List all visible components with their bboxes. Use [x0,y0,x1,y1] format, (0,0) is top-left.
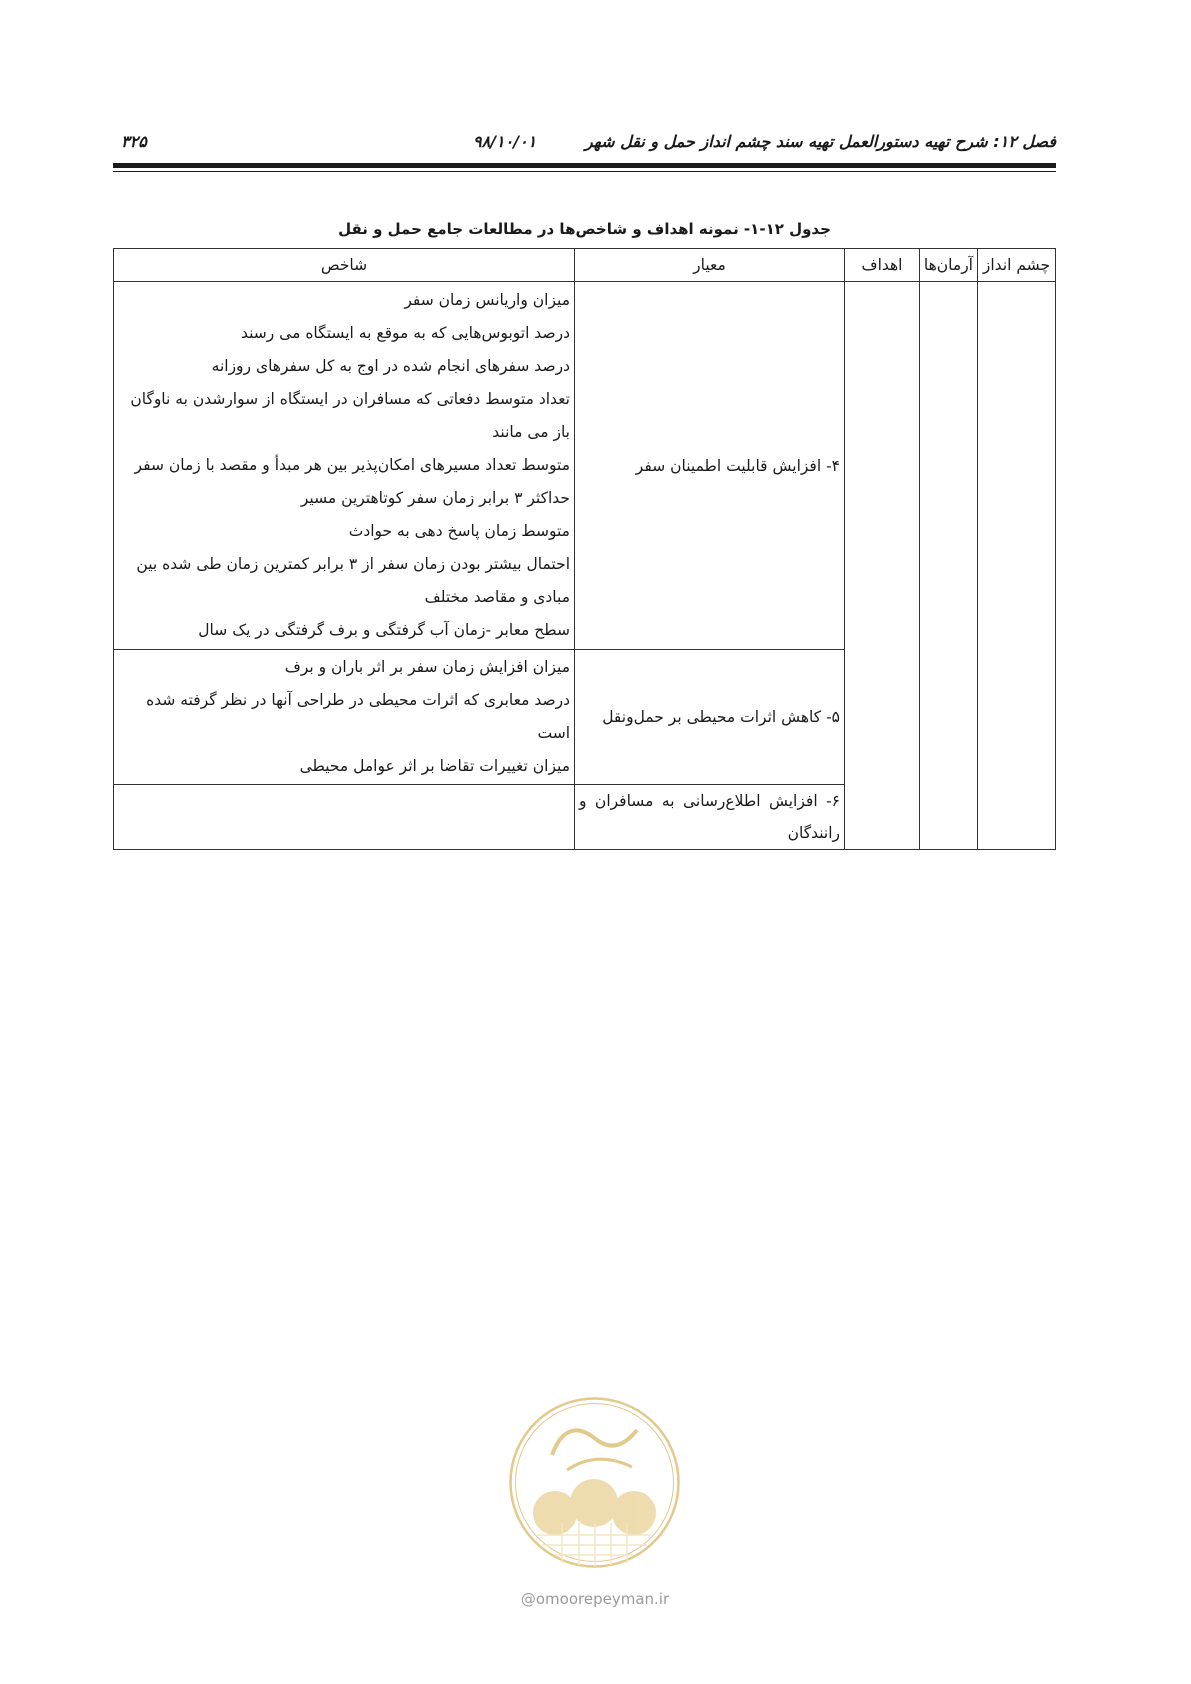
vision-cell [978,282,1056,850]
indicator-item: متوسط زمان پاسخ دهی به حوادث [348,522,570,540]
table-row [114,282,1056,650]
indicator-item: میزان افزایش زمان سفر بر اثر باران و برف [284,658,570,676]
chapter-title: فصل ۱۲: شرح تهیه دستورالعمل تهیه سند چشم انداز حمل و نقل شهر [584,132,1056,151]
criterion-cell: ۵- کاهش اثرات محیطی بر حمل‌ونقل [575,650,845,785]
header-goals: اهداف [845,249,920,282]
indicator-cell [114,282,575,650]
ideals-cell [920,282,978,850]
header-rule-thick [113,163,1056,168]
goals-indicators-table [113,248,1056,850]
criterion-cell: ۶- افزایش اطلاع‌رسانی به مسافران و رانندگان [575,785,845,850]
indicator-item: سطح معابر -زمان آب گرفتگی و برف گرفتگی در یک سال [198,621,570,639]
page-header [113,128,1056,156]
indicator-cell-empty [114,785,575,850]
header-vision: چشم انداز [978,249,1056,282]
header-rule-thin [113,171,1056,172]
watermark-website: @omoorepeyman.ir [520,1590,670,1608]
indicator-item: میزان تغییرات تقاضا بر اثر عوامل محیطی [299,757,570,775]
indicator-item: تعداد متوسط دفعاتی که مسافران در ایستگاه از سوارشدن به ناوگان باز می مانند [130,390,570,441]
indicator-item: میزان واریانس زمان سفر [404,291,570,309]
indicator-item: احتمال بیشتر بودن زمان سفر از ۳ برابر کمترین زمان طی شده بین مبادی و مقاصد مختلف [136,555,570,606]
header-criteria: معیار [575,249,845,282]
criterion-cell: ۴- افزایش قابلیت اطمینان سفر [575,282,845,650]
indicator-item: درصد معابری که اثرات محیطی در طراحی آنها در نظر گرفته شده است [146,691,570,742]
header-date: ۹۸/۱۰/۰۱ [473,132,537,151]
goals-cell [845,282,920,850]
indicator-item: درصد سفرهای انجام شده در اوج به کل سفرهای روزانه [211,357,570,375]
table-header-row [114,249,1056,282]
indicator-item: درصد اتوبوس‌هایی که به موقع به ایستگاه می رسند [240,324,570,342]
watermark-logo [507,1395,682,1570]
indicator-cell [114,650,575,785]
indicator-item: متوسط تعداد مسیرهای امکان‌پذیر بین هر مبدأ و مقصد با زمان سفر حداکثر ۳ برابر زمان سفر کوتاهترین مسیر [134,456,570,507]
table-caption: جدول ۱۲-۱- نمونه اهداف و شاخص‌ها در مطالعات جامع حمل و نقل [338,220,831,238]
header-ideals: آرمان‌ها [920,249,978,282]
page-number: ۳۲۵ [121,132,147,151]
header-indicator: شاخص [114,249,575,282]
